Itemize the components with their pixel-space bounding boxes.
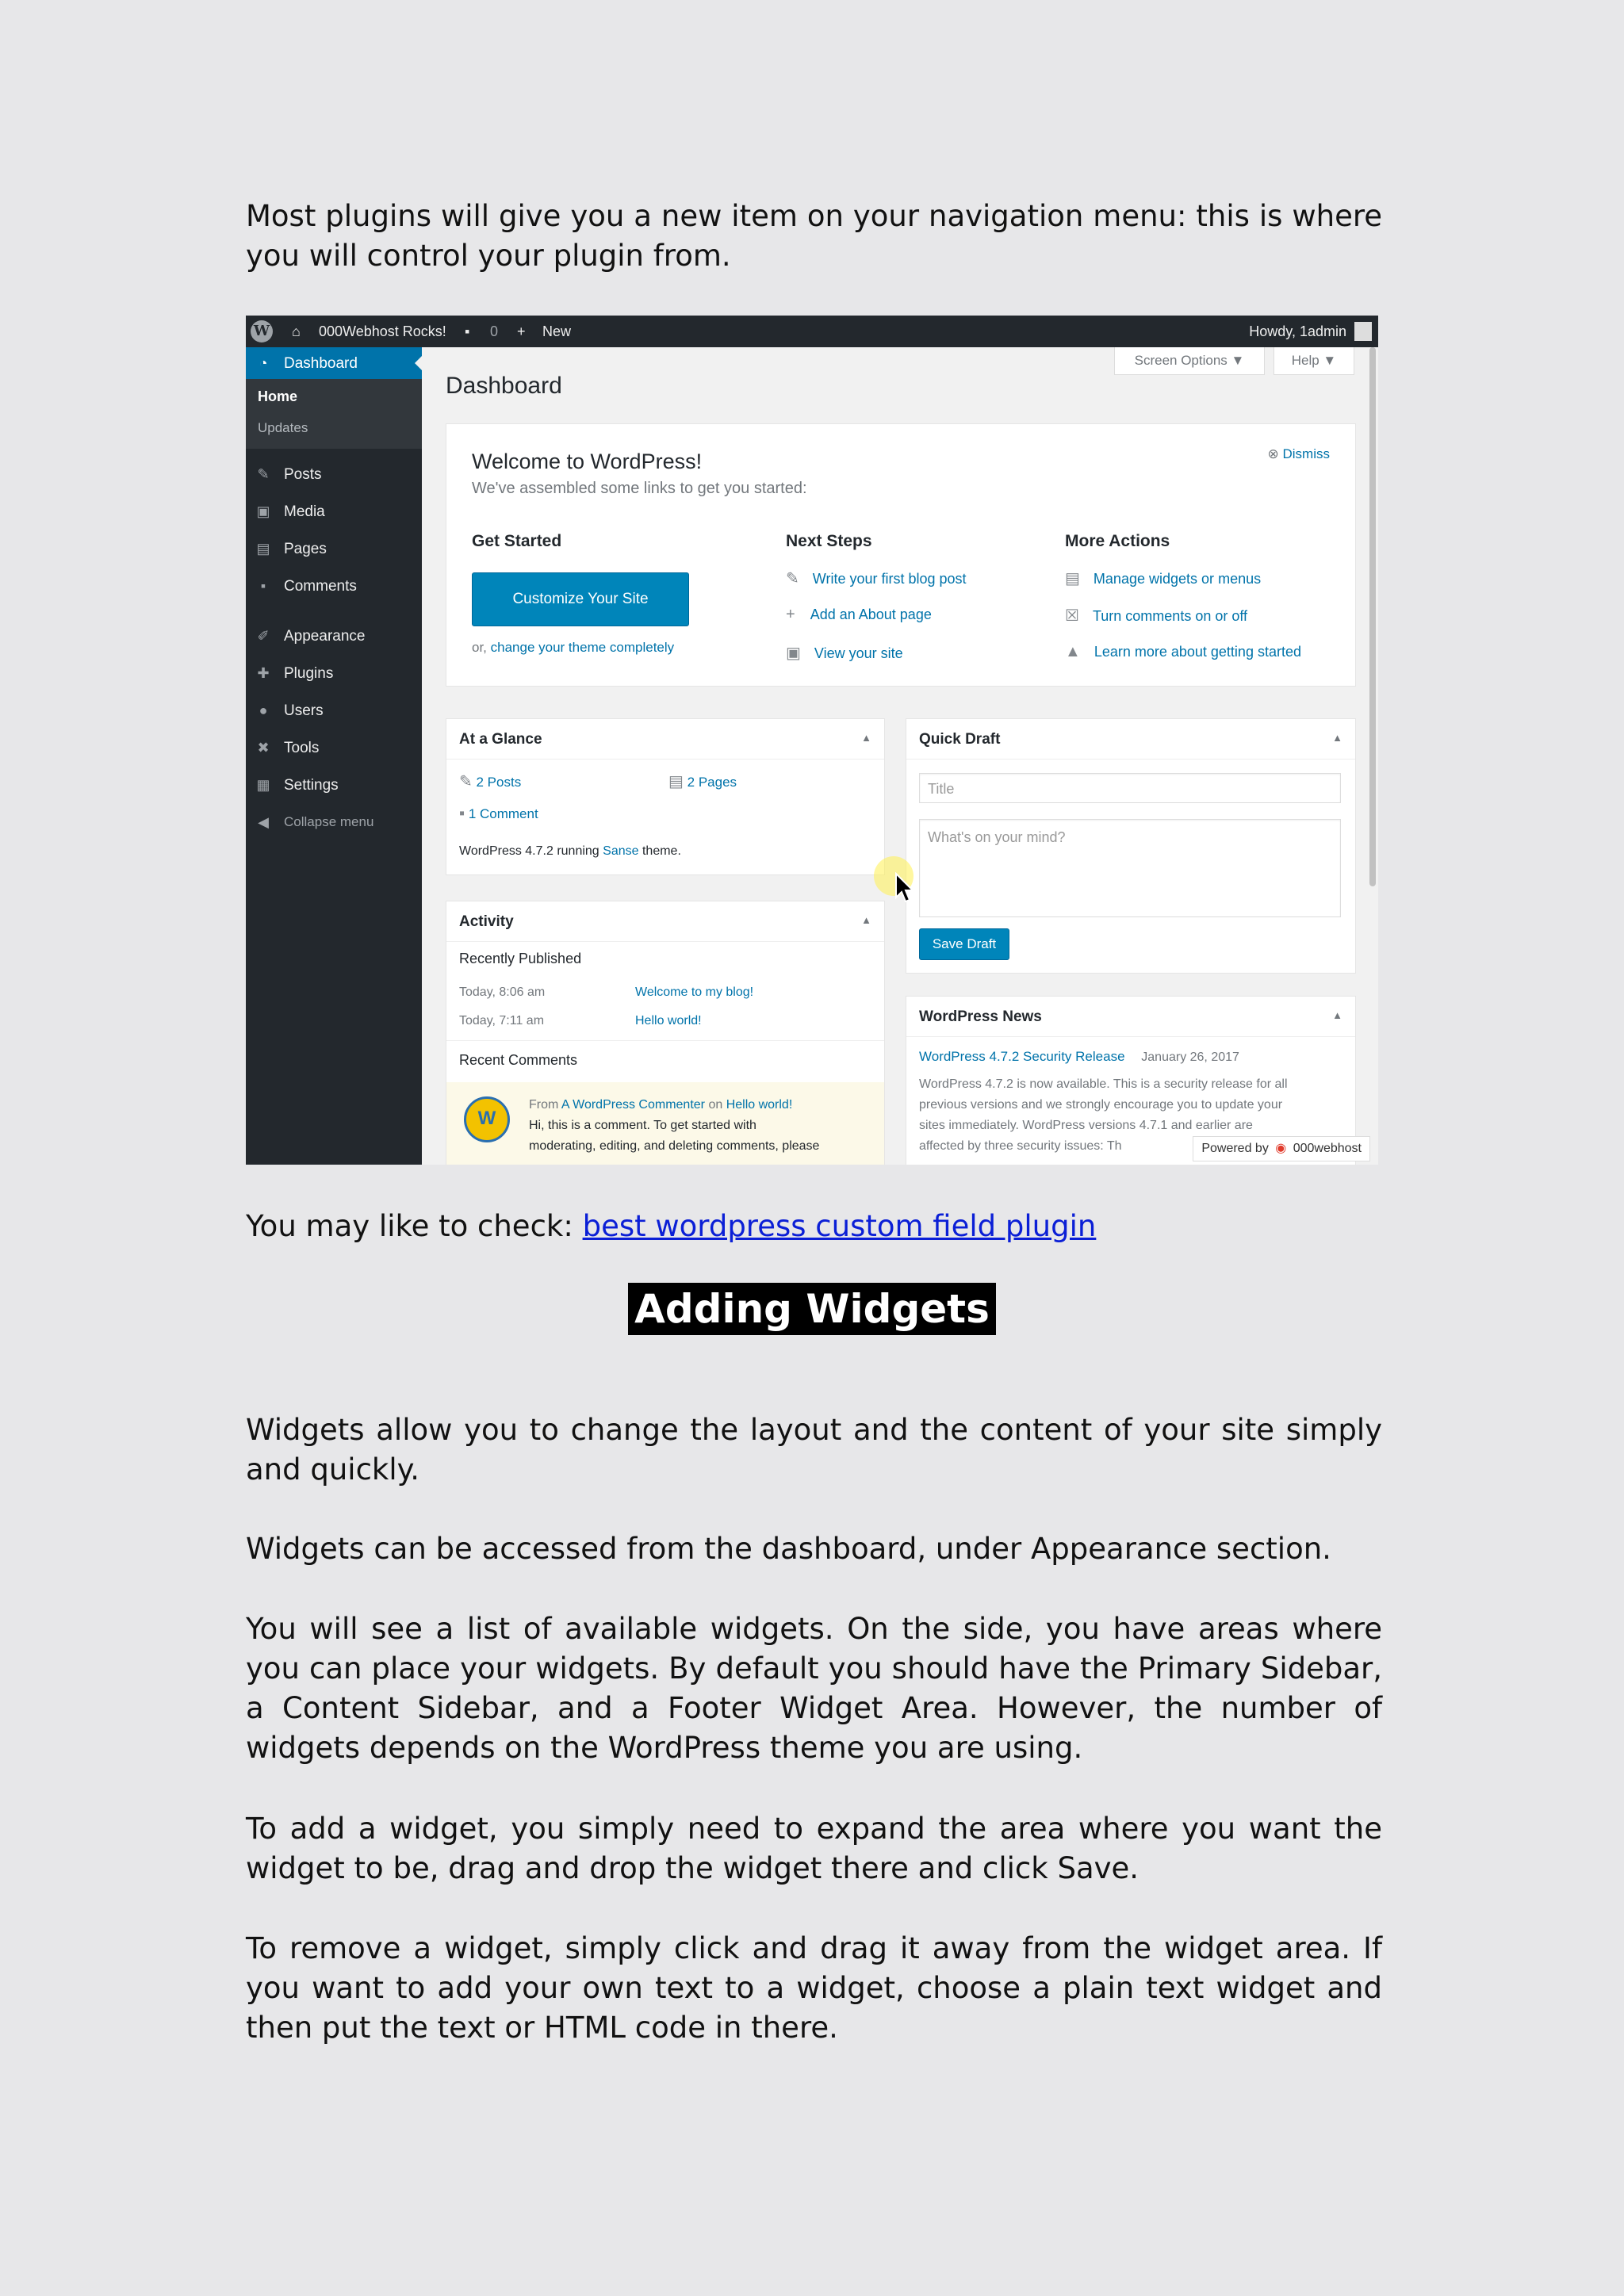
comment-row <box>446 1082 884 1165</box>
sidebar-item-settings[interactable] <box>246 769 422 801</box>
host-brand: 000webhost <box>1293 1142 1362 1155</box>
draft-title-input[interactable]: Title <box>919 773 1341 803</box>
collapse-arrow-icon[interactable]: ▲ <box>861 732 871 744</box>
sidebar-item-label: Plugins <box>284 665 334 682</box>
comment-icon: ▪ <box>459 805 465 822</box>
sidebar-item-pages[interactable] <box>246 533 422 564</box>
paragraph-add-widget: To add a widget, you simply need to expand the area where you want the widget to be, drag and drop the widget there and click Save. <box>246 1812 1382 1885</box>
check-line <box>246 1207 1382 1246</box>
dismiss-icon: ⊗ <box>1267 446 1279 461</box>
menus-link[interactable]: menus <box>1218 571 1262 587</box>
wordpress-logo-icon[interactable]: W <box>251 320 273 342</box>
pin-icon: ✎ <box>257 466 270 482</box>
sidebar-item-label: Posts <box>284 466 322 483</box>
submenu-home[interactable]: Home <box>258 388 298 404</box>
settings-icon: ▦ <box>256 777 270 793</box>
box-title: Activity <box>459 913 514 930</box>
comment-icon: ▪ <box>260 578 266 594</box>
commenter-avatar-icon: W <box>464 1096 510 1142</box>
sidebar-item-label: Media <box>284 503 325 520</box>
quick-draft-header[interactable] <box>906 719 1355 760</box>
comments-count: 0 <box>490 323 499 339</box>
sidebar-item-dashboard[interactable] <box>246 347 422 379</box>
scrollbar[interactable] <box>1367 347 1378 1165</box>
sidebar-item-label: Users <box>284 702 324 719</box>
or-text: or, <box>472 640 487 655</box>
admin-sidebar <box>246 347 422 1165</box>
page-title: Dashboard <box>446 373 562 399</box>
sidebar-item-label: Dashboard <box>284 355 358 372</box>
widgets-icon: ▤ <box>1065 570 1080 587</box>
screen-icon: ▣ <box>786 645 801 662</box>
recently-published-heading: Recently Published <box>459 951 582 966</box>
news-headline-row <box>919 1049 1239 1065</box>
welcome-panel <box>446 423 1356 687</box>
at-a-glance-box <box>446 718 885 875</box>
divider <box>446 1040 884 1041</box>
glance-comments[interactable] <box>459 805 538 823</box>
graduation-cap-icon: ▲ <box>1065 643 1081 660</box>
activity-box <box>446 901 885 1165</box>
wordpress-dashboard-screenshot <box>246 316 1378 1165</box>
howdy-user[interactable]: Howdy, 1admin <box>1249 323 1346 339</box>
paragraph-widgets-access: Widgets can be accessed from the dashboard, under Appearance section. <box>246 1532 1331 1566</box>
welcome-subtitle: We've assembled some links to get you started: <box>472 480 807 497</box>
active-arrow <box>415 355 423 371</box>
scrollbar-thumb[interactable] <box>1369 347 1376 886</box>
dismiss-link[interactable] <box>1268 446 1330 462</box>
activity-time: Today, 7:11 am <box>459 1014 545 1027</box>
news-excerpt-line: WordPress 4.7.2 is now available. This is a security release for all <box>919 1077 1288 1091</box>
from-label: From <box>529 1098 559 1112</box>
dashboard-icon: ◔ <box>259 355 268 371</box>
powered-by-label: Powered by <box>1201 1142 1269 1155</box>
glance-pages[interactable] <box>668 771 737 791</box>
customize-site-button[interactable]: Customize Your Site <box>472 572 689 626</box>
activity-header[interactable] <box>446 901 884 942</box>
link-label: Learn more about getting started <box>1094 644 1301 660</box>
site-name-link[interactable]: 000Webhost Rocks! <box>319 323 446 339</box>
collapse-arrow-icon[interactable]: ▲ <box>861 914 871 926</box>
box-title: WordPress News <box>919 1008 1042 1025</box>
sidebar-item-tools[interactable] <box>246 732 422 763</box>
sidebar-item-appearance[interactable] <box>246 620 422 652</box>
sidebar-item-posts[interactable] <box>246 458 422 490</box>
widgets-link[interactable]: widgets <box>1149 571 1198 587</box>
user-icon: ● <box>259 702 268 718</box>
activity-post-link[interactable]: Welcome to my blog! <box>635 985 754 999</box>
plus-icon: + <box>517 323 526 339</box>
add-about-link[interactable] <box>786 606 932 624</box>
at-a-glance-header[interactable] <box>446 719 884 760</box>
theme-link[interactable]: Sanse <box>603 844 639 858</box>
edit-icon: ✎ <box>786 570 799 587</box>
glance-posts[interactable] <box>459 771 521 791</box>
admin-bar <box>246 316 1378 347</box>
paragraph-remove-widget: To remove a widget, simply click and drag it away from the widget area. If you want to add your own text to a widget, choose a plain text widget and then put the text or HTML code in there. <box>246 1931 1382 2045</box>
comment-excerpt-line: moderating, editing, and deleting comments, please <box>529 1139 820 1153</box>
sidebar-item-plugins[interactable] <box>246 657 422 689</box>
comments-off-icon: ☒ <box>1065 607 1079 625</box>
sidebar-item-label: Comments <box>284 578 357 595</box>
activity-post-link[interactable]: Hello world! <box>635 1014 702 1027</box>
recent-comments-heading: Recent Comments <box>459 1052 578 1068</box>
brush-icon: ✐ <box>257 628 270 644</box>
on-label: on <box>708 1098 723 1112</box>
link-label: Add an About page <box>810 607 932 622</box>
powered-by-badge[interactable] <box>1193 1136 1370 1161</box>
version-line <box>459 844 681 859</box>
plug-icon: ✚ <box>257 665 270 681</box>
box-title: Quick Draft <box>919 731 1001 748</box>
box-title: At a Glance <box>459 731 542 748</box>
version-suffix: theme. <box>642 844 681 858</box>
turn-comments-link[interactable] <box>1065 606 1247 626</box>
dashboard-submenu <box>246 379 422 449</box>
quick-draft-box <box>906 718 1356 974</box>
collapse-arrow-icon[interactable]: ▲ <box>1332 732 1342 744</box>
write-post-link[interactable] <box>786 568 967 588</box>
comment-meta <box>529 1098 792 1112</box>
news-date: January 26, 2017 <box>1141 1050 1239 1064</box>
manage-widgets-row <box>1065 568 1261 588</box>
help-button[interactable]: Help ▼ <box>1274 347 1354 375</box>
sidebar-item-label: Settings <box>284 777 339 794</box>
news-excerpt-line: affected by three security issues: Th <box>919 1139 1122 1153</box>
sidebar-item-media[interactable] <box>246 496 422 527</box>
collapse-icon: ◀ <box>258 814 269 830</box>
link-label: Turn comments on or off <box>1092 608 1248 624</box>
news-header[interactable] <box>906 997 1355 1037</box>
screen-options-button[interactable]: Screen Options ▼ <box>1114 347 1265 375</box>
change-theme-link[interactable]: change your theme completely <box>490 640 675 655</box>
sidebar-item-label: Appearance <box>284 628 366 645</box>
collapse-arrow-icon[interactable]: ▲ <box>1332 1009 1342 1021</box>
manage-label: Manage <box>1093 571 1145 587</box>
paragraph-widgets-intro: Widgets allow you to change the layout and the content of your site simply and quickly. <box>246 1413 1382 1487</box>
sidebar-item-comments[interactable] <box>246 570 422 602</box>
change-theme-line <box>472 640 674 656</box>
link-label: View your site <box>814 645 903 661</box>
media-icon: ▣ <box>256 503 270 519</box>
sidebar-item-label: Pages <box>284 541 327 557</box>
activity-time: Today, 8:06 am <box>459 985 546 999</box>
more-actions-heading: More Actions <box>1065 532 1170 550</box>
paragraph-widgets-list: You will see a list of available widgets. On the side, you have areas where you can place your widgets. By default you should have the Primary Sidebar, a Content Sidebar, and a Footer Widget Area. However, the number of widgets depends on the WordPress theme you are using. <box>246 1612 1382 1765</box>
comment-post-link[interactable]: Hello world! <box>726 1098 793 1112</box>
comment-excerpt-line: Hi, this is a comment. To get started with <box>529 1119 756 1132</box>
commenter-link[interactable]: A WordPress Commenter <box>561 1098 705 1112</box>
or-label: or <box>1201 571 1215 587</box>
news-excerpt-line: previous versions and we strongly encourage you to update your <box>919 1098 1283 1112</box>
home-icon: ⌂ <box>292 323 301 339</box>
save-draft-button[interactable]: Save Draft <box>919 928 1009 960</box>
draft-content-textarea[interactable]: What's on your mind? <box>919 819 1341 917</box>
welcome-title: Welcome to WordPress! <box>472 450 703 473</box>
news-headline-link[interactable]: WordPress 4.7.2 Security Release <box>919 1049 1125 1064</box>
check-prefix: You may like to check: <box>246 1209 573 1243</box>
news-excerpt-line: sites immediately. WordPress versions 4.7.1 and earlier are <box>919 1119 1253 1132</box>
intro-paragraph: Most plugins will give you a new item on your navigation menu: this is where you will control your plugin from. <box>246 199 1382 273</box>
version-prefix: WordPress 4.7.2 running <box>459 844 599 858</box>
flame-icon: ◉ <box>1275 1142 1287 1155</box>
link-label: Write your first blog post <box>812 571 967 587</box>
wrench-icon: ✖ <box>257 740 270 756</box>
submenu-updates[interactable]: Updates <box>258 420 308 435</box>
avatar[interactable] <box>1354 322 1372 341</box>
glance-label: 1 Comment <box>468 806 538 821</box>
collapse-menu-button[interactable] <box>246 806 422 838</box>
section-heading: Adding Widgets <box>628 1283 996 1335</box>
get-started-heading: Get Started <box>472 532 562 550</box>
next-steps-heading: Next Steps <box>786 532 872 550</box>
pages-icon: ▤ <box>668 773 684 790</box>
dismiss-label: Dismiss <box>1282 446 1330 461</box>
pin-icon: ✎ <box>459 773 473 790</box>
view-site-link[interactable] <box>786 643 903 663</box>
glance-label: 2 Posts <box>476 775 522 790</box>
comment-bubble-icon[interactable]: ▪ <box>465 323 470 339</box>
sidebar-item-label: Tools <box>284 740 320 756</box>
new-link[interactable]: New <box>542 323 572 339</box>
sidebar-item-users[interactable] <box>246 695 422 726</box>
sidebar-item-label: Collapse menu <box>284 814 374 829</box>
learn-more-link[interactable] <box>1065 643 1301 661</box>
custom-field-plugin-link[interactable]: best wordpress custom field plugin <box>582 1209 1097 1243</box>
section-heading-wrap <box>0 1283 1624 1335</box>
pages-icon: ▤ <box>256 541 270 557</box>
plus-icon: + <box>786 606 795 623</box>
glance-label: 2 Pages <box>687 775 737 790</box>
mouse-cursor-icon <box>894 872 915 904</box>
